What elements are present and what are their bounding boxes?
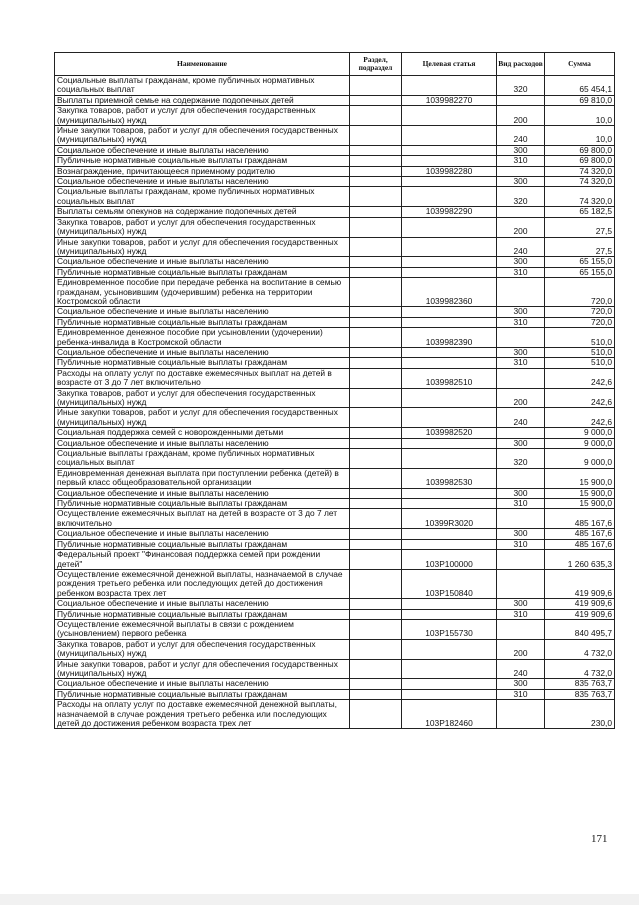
cell-article xyxy=(402,76,497,96)
cell-name: Закупка товаров, работ и услуг для обеспечения государственных (муниципальных) нужд xyxy=(55,388,350,408)
cell-section xyxy=(350,126,402,146)
cell-sum: 510,0 xyxy=(545,347,615,357)
cell-article xyxy=(402,529,497,539)
cell-section xyxy=(350,347,402,357)
cell-article xyxy=(402,145,497,155)
cell-sum: 835 763,7 xyxy=(545,679,615,689)
table-row xyxy=(55,449,615,469)
cell-type xyxy=(497,95,545,105)
cell-type: 300 xyxy=(497,438,545,448)
cell-type xyxy=(497,569,545,598)
cell-article xyxy=(402,599,497,609)
cell-sum: 9 000,0 xyxy=(545,438,615,448)
cell-article: 1039982280 xyxy=(402,166,497,176)
cell-section xyxy=(350,95,402,105)
cell-sum: 4 732,0 xyxy=(545,659,615,679)
cell-name: Выплаты приемной семье на содержание подопечных детей xyxy=(55,95,350,105)
cell-sum: 10,0 xyxy=(545,106,615,126)
cell-type: 240 xyxy=(497,408,545,428)
cell-article: 103P150840 xyxy=(402,569,497,598)
cell-article xyxy=(402,609,497,619)
cell-section xyxy=(350,317,402,327)
table-row xyxy=(55,468,615,488)
table-row xyxy=(55,619,615,639)
cell-sum: 419 909,6 xyxy=(545,609,615,619)
cell-sum: 69 810,0 xyxy=(545,95,615,105)
table-row xyxy=(55,145,615,155)
table-header xyxy=(55,53,615,76)
table-row xyxy=(55,156,615,166)
cell-article xyxy=(402,317,497,327)
header-type: Вид расходов xyxy=(497,53,545,76)
cell-type: 300 xyxy=(497,488,545,498)
table-row xyxy=(55,509,615,529)
cell-section xyxy=(350,569,402,598)
cell-sum: 840 495,7 xyxy=(545,619,615,639)
table-row xyxy=(55,700,615,729)
cell-section xyxy=(350,619,402,639)
cell-sum: 15 900,0 xyxy=(545,499,615,509)
cell-type: 240 xyxy=(497,659,545,679)
cell-sum: 15 900,0 xyxy=(545,468,615,488)
cell-name: Социальное обеспечение и иные выплаты населению xyxy=(55,438,350,448)
cell-article xyxy=(402,126,497,146)
cell-article xyxy=(402,689,497,699)
cell-article xyxy=(402,488,497,498)
cell-section xyxy=(350,700,402,729)
cell-type xyxy=(497,328,545,348)
cell-article xyxy=(402,257,497,267)
cell-sum: 74 320,0 xyxy=(545,177,615,187)
cell-type xyxy=(497,509,545,529)
cell-name: Иные закупки товаров, работ и услуг для обеспечения государственных (муниципальных) нужд xyxy=(55,659,350,679)
table-row xyxy=(55,217,615,237)
cell-type: 320 xyxy=(497,187,545,207)
cell-name: Публичные нормативные социальные выплаты гражданам xyxy=(55,499,350,509)
cell-name: Публичные нормативные социальные выплаты гражданам xyxy=(55,358,350,368)
cell-article xyxy=(402,659,497,679)
table-row xyxy=(55,177,615,187)
cell-sum: 65 182,5 xyxy=(545,207,615,217)
cell-sum: 74 320,0 xyxy=(545,187,615,207)
cell-type: 310 xyxy=(497,539,545,549)
cell-type: 300 xyxy=(497,177,545,187)
cell-name: Публичные нормативные социальные выплаты гражданам xyxy=(55,609,350,619)
cell-section xyxy=(350,529,402,539)
cell-type: 320 xyxy=(497,449,545,469)
cell-name: Осуществление ежемесячной денежной выплаты, назначаемой в случае рождения третьего ребенка или последующих детей до достижения ребенком возраста трех лет xyxy=(55,569,350,598)
cell-sum: 419 909,6 xyxy=(545,569,615,598)
cell-name: Иные закупки товаров, работ и услуг для обеспечения государственных (муниципальных) нужд xyxy=(55,408,350,428)
cell-sum: 510,0 xyxy=(545,328,615,348)
cell-sum: 65 155,0 xyxy=(545,267,615,277)
cell-sum: 485 167,6 xyxy=(545,529,615,539)
cell-section xyxy=(350,449,402,469)
cell-article: 103P155730 xyxy=(402,619,497,639)
table-row xyxy=(55,187,615,207)
header-article: Целевая статья xyxy=(402,53,497,76)
cell-section xyxy=(350,237,402,257)
table-row xyxy=(55,307,615,317)
cell-section xyxy=(350,659,402,679)
cell-section xyxy=(350,267,402,277)
header-sum: Сумма xyxy=(545,53,615,76)
cell-type: 300 xyxy=(497,679,545,689)
cell-sum: 27,5 xyxy=(545,237,615,257)
cell-section xyxy=(350,408,402,428)
cell-name: Социальные выплаты гражданам, кроме публичных нормативных социальных выплат xyxy=(55,449,350,469)
cell-article xyxy=(402,358,497,368)
cell-sum: 65 454,1 xyxy=(545,76,615,96)
cell-type: 300 xyxy=(497,307,545,317)
cell-name: Единовременная денежная выплата при поступлении ребенка (детей) в первый класс общеобразовательной организации xyxy=(55,468,350,488)
cell-sum: 485 167,6 xyxy=(545,539,615,549)
cell-sum: 9 000,0 xyxy=(545,428,615,438)
cell-section xyxy=(350,166,402,176)
cell-sum: 835 763,7 xyxy=(545,689,615,699)
cell-type: 200 xyxy=(497,639,545,659)
cell-article: 1039982360 xyxy=(402,278,497,307)
cell-type xyxy=(497,619,545,639)
cell-article xyxy=(402,408,497,428)
cell-name: Социальное обеспечение и иные выплаты населению xyxy=(55,488,350,498)
cell-section xyxy=(350,550,402,570)
cell-article: 103P100000 xyxy=(402,550,497,570)
cell-section xyxy=(350,428,402,438)
cell-name: Единовременное денежное пособие при усыновлении (удочерении) ребенка-инвалида в Костромской области xyxy=(55,328,350,348)
cell-type: 200 xyxy=(497,106,545,126)
table-row xyxy=(55,408,615,428)
table-row xyxy=(55,257,615,267)
table-row xyxy=(55,639,615,659)
table-row xyxy=(55,679,615,689)
cell-section xyxy=(350,187,402,207)
header-section: Раздел, подраздел xyxy=(350,53,402,76)
page-number: 171 xyxy=(591,833,608,845)
cell-type xyxy=(497,428,545,438)
cell-article xyxy=(402,679,497,689)
cell-sum: 720,0 xyxy=(545,278,615,307)
cell-name: Социальное обеспечение и иные выплаты населению xyxy=(55,145,350,155)
table-row xyxy=(55,609,615,619)
cell-type: 300 xyxy=(497,599,545,609)
table-row xyxy=(55,76,615,96)
cell-section xyxy=(350,509,402,529)
cell-name: Социальное обеспечение и иные выплаты населению xyxy=(55,599,350,609)
table-row xyxy=(55,550,615,570)
cell-article xyxy=(402,217,497,237)
table-row xyxy=(55,388,615,408)
cell-name: Социальное обеспечение и иные выплаты населению xyxy=(55,177,350,187)
cell-section xyxy=(350,156,402,166)
cell-section xyxy=(350,488,402,498)
cell-sum: 69 800,0 xyxy=(545,156,615,166)
cell-article: 1039982270 xyxy=(402,95,497,105)
cell-type: 310 xyxy=(497,358,545,368)
cell-article xyxy=(402,639,497,659)
cell-type: 310 xyxy=(497,317,545,327)
cell-article: 1039982510 xyxy=(402,368,497,388)
cell-name: Закупка товаров, работ и услуг для обеспечения государственных (муниципальных) нужд xyxy=(55,217,350,237)
table-row xyxy=(55,358,615,368)
table-row xyxy=(55,267,615,277)
cell-article: 1039982390 xyxy=(402,328,497,348)
scan-edge xyxy=(0,894,639,905)
cell-name: Социальное обеспечение и иные выплаты населению xyxy=(55,529,350,539)
budget-table xyxy=(54,52,615,729)
cell-article xyxy=(402,156,497,166)
table-row xyxy=(55,166,615,176)
table-row xyxy=(55,126,615,146)
cell-article xyxy=(402,499,497,509)
cell-sum: 242,6 xyxy=(545,388,615,408)
cell-name: Социальное обеспечение и иные выплаты населению xyxy=(55,307,350,317)
table-row xyxy=(55,499,615,509)
table-row xyxy=(55,529,615,539)
cell-type: 310 xyxy=(497,689,545,699)
cell-name: Публичные нормативные социальные выплаты гражданам xyxy=(55,267,350,277)
cell-sum: 10,0 xyxy=(545,126,615,146)
cell-sum: 65 155,0 xyxy=(545,257,615,267)
cell-section xyxy=(350,368,402,388)
cell-type: 320 xyxy=(497,76,545,96)
cell-article xyxy=(402,347,497,357)
cell-type: 200 xyxy=(497,388,545,408)
cell-section xyxy=(350,307,402,317)
cell-type xyxy=(497,207,545,217)
cell-section xyxy=(350,257,402,267)
cell-type: 300 xyxy=(497,529,545,539)
cell-type xyxy=(497,700,545,729)
cell-article: 1039982520 xyxy=(402,428,497,438)
cell-sum: 242,6 xyxy=(545,368,615,388)
cell-name: Осуществление ежемесячных выплат на детей в возрасте от 3 до 7 лет включительно xyxy=(55,509,350,529)
cell-section xyxy=(350,609,402,619)
cell-sum: 4 732,0 xyxy=(545,639,615,659)
table-row xyxy=(55,347,615,357)
cell-sum: 510,0 xyxy=(545,358,615,368)
cell-section xyxy=(350,145,402,155)
cell-name: Социальное обеспечение и иные выплаты населению xyxy=(55,679,350,689)
cell-name: Публичные нормативные социальные выплаты гражданам xyxy=(55,317,350,327)
cell-article: 10399R3020 xyxy=(402,509,497,529)
table-row xyxy=(55,539,615,549)
table-row xyxy=(55,106,615,126)
table-row xyxy=(55,328,615,348)
table-row xyxy=(55,317,615,327)
table-row xyxy=(55,438,615,448)
table-body xyxy=(55,76,615,729)
cell-sum: 69 800,0 xyxy=(545,145,615,155)
cell-article xyxy=(402,388,497,408)
cell-type: 240 xyxy=(497,126,545,146)
cell-sum: 419 909,6 xyxy=(545,599,615,609)
header-name: Наименование xyxy=(55,53,350,76)
cell-section xyxy=(350,207,402,217)
cell-name: Выплаты семьям опекунов на содержание подопечных детей xyxy=(55,207,350,217)
cell-section xyxy=(350,499,402,509)
cell-name: Публичные нормативные социальные выплаты гражданам xyxy=(55,539,350,549)
cell-sum: 242,6 xyxy=(545,408,615,428)
table-row xyxy=(55,207,615,217)
cell-section xyxy=(350,278,402,307)
cell-name: Федеральный проект "Финансовая поддержка семей при рождении детей" xyxy=(55,550,350,570)
cell-sum: 15 900,0 xyxy=(545,488,615,498)
cell-name: Социальные выплаты гражданам, кроме публичных нормативных социальных выплат xyxy=(55,76,350,96)
cell-type xyxy=(497,550,545,570)
cell-sum: 27,5 xyxy=(545,217,615,237)
cell-name: Социальные выплаты гражданам, кроме публичных нормативных социальных выплат xyxy=(55,187,350,207)
cell-section xyxy=(350,177,402,187)
table-row xyxy=(55,278,615,307)
cell-section xyxy=(350,468,402,488)
cell-type: 300 xyxy=(497,145,545,155)
cell-section xyxy=(350,679,402,689)
cell-section xyxy=(350,438,402,448)
cell-section xyxy=(350,599,402,609)
cell-article xyxy=(402,539,497,549)
cell-section xyxy=(350,106,402,126)
cell-type: 310 xyxy=(497,499,545,509)
cell-section xyxy=(350,358,402,368)
table-row xyxy=(55,599,615,609)
cell-name: Расходы на оплату услуг по доставке ежемесячной денежной выплаты, назначаемой в случае рождения третьего ребенка или последующих детей до достижения ребенком возраста трех лет xyxy=(55,700,350,729)
cell-name: Единовременное пособие при передаче ребенка на воспитание в семью гражданам, усыновившим (удочерившим) ребенка на территории Костромской области xyxy=(55,278,350,307)
cell-sum: 1 260 635,3 xyxy=(545,550,615,570)
table-row xyxy=(55,569,615,598)
cell-section xyxy=(350,639,402,659)
cell-type xyxy=(497,468,545,488)
cell-section xyxy=(350,217,402,237)
cell-name: Социальное обеспечение и иные выплаты населению xyxy=(55,347,350,357)
cell-type: 310 xyxy=(497,609,545,619)
cell-article xyxy=(402,106,497,126)
table-row xyxy=(55,368,615,388)
cell-name: Иные закупки товаров, работ и услуг для обеспечения государственных (муниципальных) нужд xyxy=(55,237,350,257)
cell-article: 103P182460 xyxy=(402,700,497,729)
cell-section xyxy=(350,689,402,699)
cell-article: 1039982530 xyxy=(402,468,497,488)
cell-article xyxy=(402,267,497,277)
cell-sum: 230,0 xyxy=(545,700,615,729)
cell-type xyxy=(497,368,545,388)
cell-section xyxy=(350,328,402,348)
cell-article xyxy=(402,438,497,448)
cell-type: 310 xyxy=(497,156,545,166)
cell-name: Публичные нормативные социальные выплаты гражданам xyxy=(55,156,350,166)
cell-section xyxy=(350,76,402,96)
cell-section xyxy=(350,388,402,408)
cell-article xyxy=(402,187,497,207)
cell-type xyxy=(497,166,545,176)
cell-type: 300 xyxy=(497,257,545,267)
cell-sum: 720,0 xyxy=(545,317,615,327)
cell-sum: 9 000,0 xyxy=(545,449,615,469)
cell-type: 200 xyxy=(497,217,545,237)
cell-sum: 74 320,0 xyxy=(545,166,615,176)
table-row xyxy=(55,95,615,105)
cell-name: Социальная поддержка семей с новорожденными детьми xyxy=(55,428,350,438)
cell-type xyxy=(497,278,545,307)
cell-name: Осуществление ежемесячной выплаты в связи с рождением (усыновлением) первого ребенка xyxy=(55,619,350,639)
cell-name: Вознаграждение, причитающееся приемному родителю xyxy=(55,166,350,176)
table-row xyxy=(55,488,615,498)
table-row xyxy=(55,428,615,438)
cell-article: 1039982290 xyxy=(402,207,497,217)
cell-article xyxy=(402,307,497,317)
cell-sum: 485 167,6 xyxy=(545,509,615,529)
cell-name: Расходы на оплату услуг по доставке ежемесячных выплат на детей в возрасте от 3 до 7 лет включительно xyxy=(55,368,350,388)
cell-section xyxy=(350,539,402,549)
table-row xyxy=(55,689,615,699)
cell-article xyxy=(402,449,497,469)
cell-name: Закупка товаров, работ и услуг для обеспечения государственных (муниципальных) нужд xyxy=(55,639,350,659)
cell-name: Иные закупки товаров, работ и услуг для обеспечения государственных (муниципальных) нужд xyxy=(55,126,350,146)
cell-type: 300 xyxy=(497,347,545,357)
cell-article xyxy=(402,237,497,257)
cell-sum: 720,0 xyxy=(545,307,615,317)
table-row xyxy=(55,659,615,679)
cell-type: 240 xyxy=(497,237,545,257)
cell-type: 310 xyxy=(497,267,545,277)
cell-name: Публичные нормативные социальные выплаты гражданам xyxy=(55,689,350,699)
cell-name: Закупка товаров, работ и услуг для обеспечения государственных (муниципальных) нужд xyxy=(55,106,350,126)
cell-article xyxy=(402,177,497,187)
cell-name: Социальное обеспечение и иные выплаты населению xyxy=(55,257,350,267)
table-row xyxy=(55,237,615,257)
